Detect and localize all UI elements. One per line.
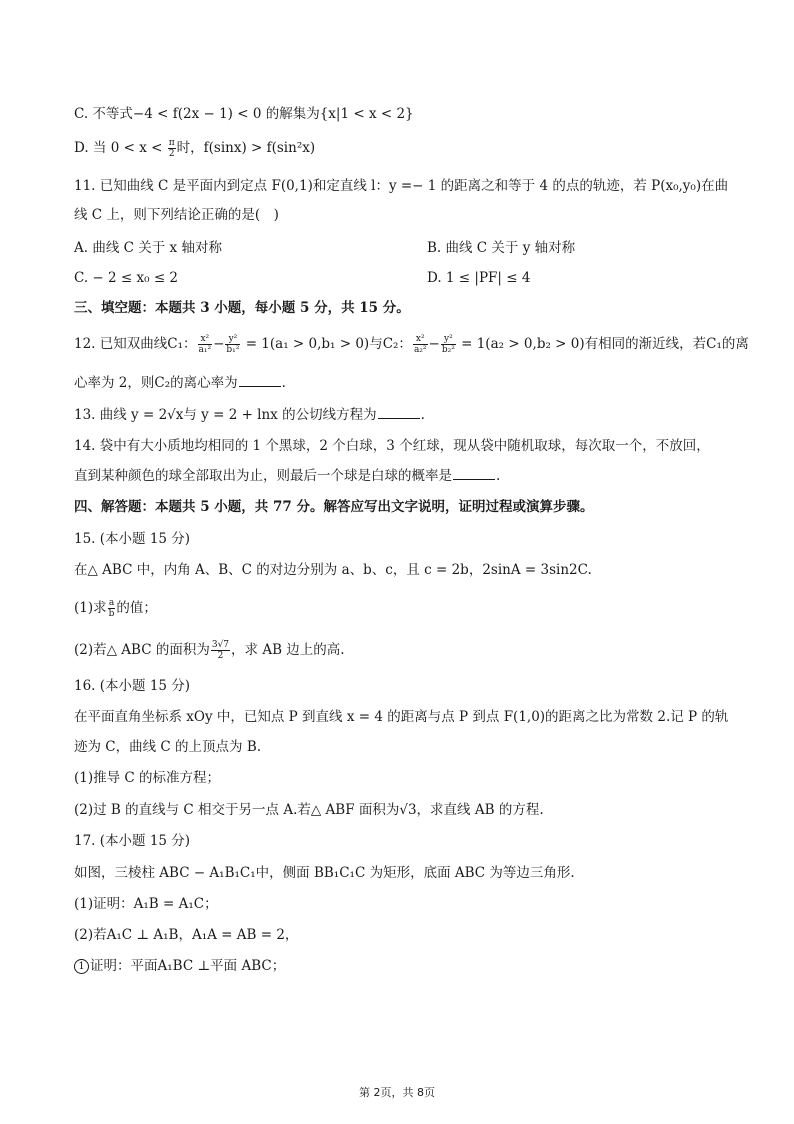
q12-frac-y-b1 (225, 334, 240, 355)
section-4-heading: 四、解答题：本题共 5 小题，共 77 分。解答应写出文字说明，证明过程或演算步骤。 (74, 499, 594, 515)
answer-blank (378, 406, 420, 419)
q11-option-b: B. 曲线 C 关于 y 轴对称 (427, 240, 576, 256)
q15-part1 (74, 598, 724, 619)
q12-frac-y-b2 (441, 334, 456, 355)
fraction-denominator: b (108, 609, 115, 619)
q12-stem-line1: 12. 已知双曲线C₁： $\frac{\text{x²}}{\text{a₁²}}$ − $\frac{\text{y²}}{\text{b₁²}}$ = 1(a₁ > 0,b₁ > 0)与C₂： $\frac{\text{x²}}{\text{a₂²}}$ − $\frac{\text{y²}}{\text{b₂²}}$ = 1(a₂ > 0,b₂ > 0)有相同的渐近线，若C₁的离 (74, 334, 749, 355)
q17-heading: 17. (本小题 15 分) (74, 833, 191, 849)
q16-part1: (1)推导 C 的标准方程； (74, 770, 221, 786)
q10-option-d (74, 138, 724, 159)
q15-part2 (74, 640, 724, 661)
area-fraction (211, 640, 230, 661)
q17-part2: (2)若A₁C ⊥ A₁B，A₁A = AB = 2， (74, 927, 299, 943)
q15-part2-post: ，求 AB 边上的高. (231, 642, 345, 658)
fraction-numerator: π (168, 138, 175, 148)
q11-option-d: D. 1 ≤ |PF| ≤ 4 (427, 270, 531, 286)
fraction-numerator: a (108, 598, 115, 608)
section-3-heading: 三、填空题：本题共 3 小题，每小题 5 分，共 15 分。 (74, 300, 410, 316)
q15-heading: 15. (本小题 15 分) (74, 531, 191, 547)
fraction-denominator: b₁² (226, 345, 240, 355)
q17-part1: (1)证明：A₁B = A₁C； (74, 896, 218, 912)
q15-stem: 在△ ABC 中，内角 A、B、C 的对边分别为 a、b、c，且 c = 2b，2sinA = 3sin2C. (74, 562, 592, 578)
q12-frac-x-a1 (198, 334, 213, 355)
q11-stem-line2: 线 C 上，则下列结论正确的是( ) (74, 207, 279, 223)
q12-stem-line2 (74, 373, 724, 393)
q10-option-d-pre: D. 当 0 < x < (74, 140, 167, 156)
fraction-denominator: a₁² (198, 345, 212, 355)
q16-stem-line2: 迹为 C，曲线 C 的上顶点为 B. (74, 739, 262, 755)
period: . (496, 468, 501, 484)
q15-part1-pre: (1)求 (74, 600, 107, 616)
q15-part1-post: 的值； (116, 600, 157, 616)
fraction-denominator: b₂² (441, 345, 455, 355)
q12-text-part3: = 1(a₂ > 0,b₂ > 0)有相同的渐近线，若C₁的离 (456, 336, 749, 352)
answer-blank (453, 467, 495, 480)
fraction-denominator: 2 (168, 149, 175, 159)
q12-text: 心率为 2，则C₂的离心率为 (74, 375, 238, 391)
q14-text: 直到某种颜色的球全部取出为止，则最后一个球是白球的概率是 (74, 468, 452, 484)
q11-option-c: C. − 2 ≤ x₀ ≤ 2 (74, 270, 179, 286)
fraction-denominator: a₂² (413, 345, 427, 355)
fraction-numerator: y² (441, 334, 456, 345)
q14-stem-line1: 14. 袋中有大小质地均相同的 1 个黑球，2 个白球，3 个红球，现从袋中随机取球，每次取一个，不放回， (74, 438, 710, 454)
q16-heading: 16. (本小题 15 分) (74, 678, 191, 694)
fraction-numerator: 3√7 (211, 640, 230, 650)
period: . (281, 375, 286, 391)
q15-part2-pre: (2)若△ ABC 的面积为 (74, 642, 210, 658)
fraction-denominator: 2 (217, 651, 224, 661)
q13-text: 13. 曲线 y = 2√x与 y = 2 + lnx 的公切线方程为 (74, 407, 377, 423)
q13-stem (74, 405, 724, 425)
fraction-numerator: y² (225, 334, 240, 345)
q11-option-a: A. 曲线 C 关于 x 轴对称 (74, 240, 222, 256)
q10-option-d-post: 时，f(sinx) > f(sin²x) (176, 140, 316, 156)
fraction-numerator: x² (413, 334, 428, 345)
page-footer: 第 2页，共 8页 (359, 1086, 435, 1099)
q12-frac-x-a2 (413, 334, 428, 355)
a-over-b-fraction (108, 598, 116, 619)
q16-part2: (2)过 B 的直线与 C 相交于另一点 A.若△ ABF 面积为√3，求直线 AB 的方程. (74, 802, 544, 818)
fraction-numerator: x² (198, 334, 213, 345)
q17-stem: 如图，三棱柱 ABC − A₁B₁C₁中，侧面 BB₁C₁C 为矩形，底面 ABC 为等边三角形. (74, 865, 575, 881)
pi-over-2-fraction (168, 138, 176, 159)
q16-stem-line1: 在平面直角坐标系 xOy 中，已知点 P 到直线 x = 4 的距离与点 P 到点 F(1,0)的距离之比为常数 2.记 P 的轨 (74, 709, 729, 725)
period: . (420, 407, 425, 423)
q12-text-part1: 12. 已知双曲线C₁： (74, 336, 197, 352)
circled-number-marker: 1 (74, 959, 89, 974)
q11-stem-line1: 11. 已知曲线 C 是平面内到定点 F(0,1)和定直线 l：y =− 1 的距离之和等于 4 的点的轨迹，若 P(x₀,y₀)在曲 (74, 178, 729, 194)
q11-options-row2 (74, 268, 724, 288)
q11-options-row1 (74, 238, 724, 258)
answer-blank (239, 374, 281, 387)
q10-option-c: C. 不等式−4 < f(2x − 1) < 0 的解集为{x|1 < x < 2} (74, 106, 414, 122)
q17-part2-sub1-text: 证明：平面A₁BC ⊥平面 ABC； (90, 958, 286, 974)
q14-stem-line2 (74, 466, 724, 486)
q17-part2-sub1 (74, 956, 724, 976)
q12-text-part2: = 1(a₁ > 0,b₁ > 0)与C₂： (241, 336, 412, 352)
